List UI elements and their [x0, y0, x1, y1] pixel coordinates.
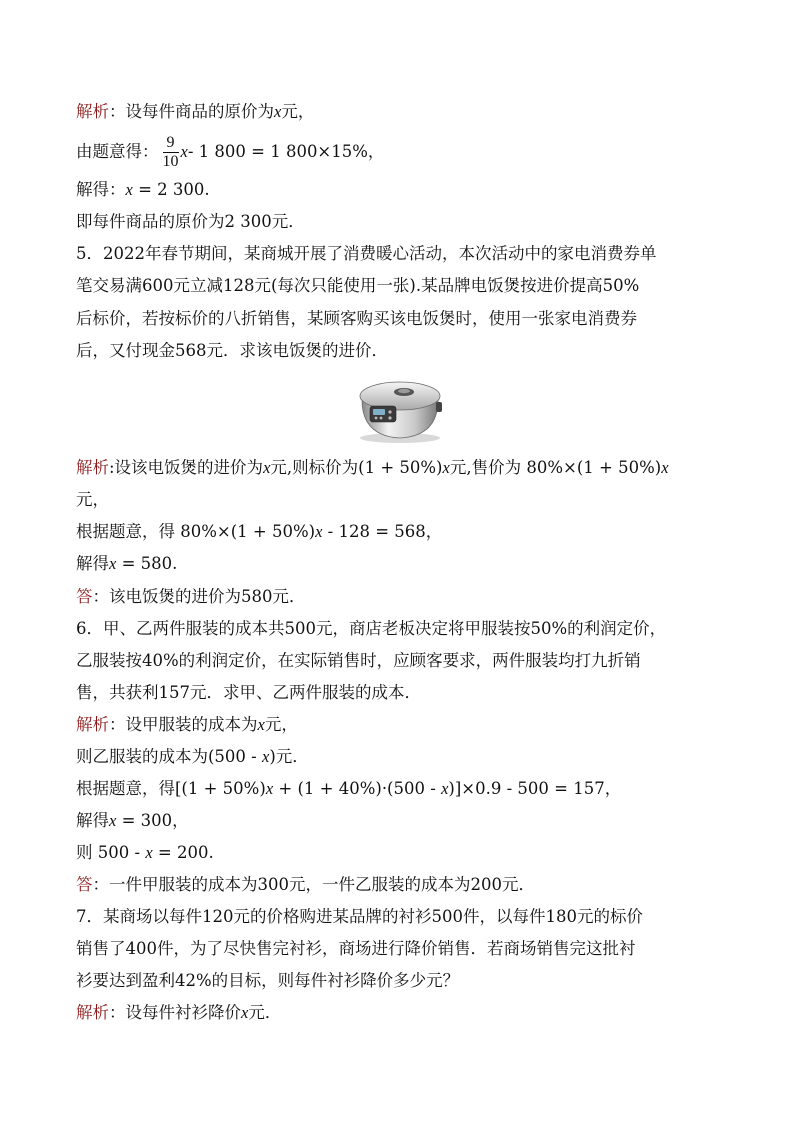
text: 元,售价为 80%×(1 + 50%) [449, 458, 662, 477]
fraction [163, 134, 179, 171]
solution-line [76, 809, 726, 833]
solution-line [76, 552, 726, 576]
variable-x: x [442, 458, 450, 477]
solution-line [76, 520, 726, 544]
text: ：设甲服装的成本为 [109, 715, 258, 734]
text: 元,则标价为(1 + 50%) [270, 458, 443, 477]
solution-line [76, 713, 726, 737]
solution-line [76, 841, 726, 865]
variable-x: x [109, 554, 117, 573]
question-line: 销售了400件，为了尽快售完衬衫，商场进行降价销售．若商场销售完这批衬 [76, 939, 636, 958]
text: = 300， [116, 811, 189, 830]
question-line: 乙服装按40%的利润定价，在实际销售时，应顾客要求，两件服装均打九折销 [76, 651, 641, 670]
solution-line [76, 745, 726, 769]
text: )元． [269, 747, 309, 766]
variable-x: x [262, 747, 270, 766]
solution-line [76, 178, 726, 202]
text: + (1 + 40%)·(500 - [273, 779, 442, 798]
variable-x: x [257, 715, 265, 734]
answer-line [76, 873, 726, 897]
solution-label: 解析 [76, 715, 109, 734]
solution-line [76, 456, 726, 480]
answer-label: 答 [76, 587, 93, 606]
solution-line: 元， [76, 490, 109, 509]
text: ：设每件商品的原价为 [109, 102, 274, 121]
text: = 2 300. [132, 180, 210, 199]
text: 则乙服装的成本为(500 - [76, 747, 262, 766]
text: 根据题意，得 80%×(1 + 50%) [76, 522, 316, 541]
solution-line [76, 777, 726, 801]
fraction-denominator: 10 [162, 153, 179, 170]
text: ：一件甲服装的成本为300元，一件乙服装的成本为200元． [92, 875, 535, 894]
text: )]×0.9 - 500 = 157， [448, 779, 622, 798]
text: 元． [248, 1003, 282, 1022]
variable-x: x [145, 843, 153, 862]
question-line: 5．2022年春节期间，某商城开展了消费暖心活动，本次活动中的家电消费券单 [76, 244, 657, 263]
solution-line [76, 100, 726, 124]
text: - 128 = 568， [322, 522, 443, 541]
variable-x: x [109, 811, 117, 830]
text: 元， [264, 715, 298, 734]
variable-x: x [274, 102, 282, 121]
rice-cooker-image [354, 372, 446, 444]
variable-x: x [661, 458, 669, 477]
variable-x: x [263, 458, 271, 477]
variable-x: x [241, 1003, 249, 1022]
variable-x: x [441, 779, 449, 798]
text: 解得 [76, 811, 109, 830]
answer-label: 答 [76, 875, 93, 894]
text: = 200. [152, 843, 214, 862]
solution-line: 即每件商品的原价为2 300元． [76, 212, 305, 231]
text: 元， [281, 102, 315, 121]
solution-line [76, 1001, 726, 1025]
question-line: 售，共获利157元．求甲、乙两件服装的成本． [76, 683, 421, 702]
text: 则 500 - [76, 843, 146, 862]
text: 解得： [76, 180, 126, 199]
question-line: 衫要达到盈利42%的目标，则每件衬衫降价多少元？ [76, 971, 460, 990]
text: 解得 [76, 554, 109, 573]
variable-x: x [125, 180, 133, 199]
text: 根据题意，得[(1 + 50%) [76, 779, 266, 798]
text: = 580. [116, 554, 178, 573]
equation-line [76, 132, 726, 172]
solution-label: 解析 [76, 1003, 109, 1022]
text: ：设每件衬衫降价 [109, 1003, 241, 1022]
text: 由题意得： [76, 142, 159, 161]
text: :设该电饭煲的进价为 [109, 458, 264, 477]
question-line: 6．甲、乙两件服装的成本共500元，商店老板决定将甲服装按50%的利润定价， [76, 619, 667, 638]
variable-x: x [265, 779, 274, 798]
question-line: 7．某商场以每件120元的价格购进某品牌的衬衫500件，以每件180元的标价 [76, 907, 643, 926]
question-line: 后，又付现金568元．求该电饭煲的进价． [76, 341, 388, 360]
solution-label: 解析 [76, 458, 109, 477]
text: ：该电饭煲的进价为580元． [92, 587, 306, 606]
solution-label: 解析 [76, 102, 109, 121]
variable-x: x [180, 142, 188, 161]
question-line: 笔交易满600元立减128元(每次只能使用一张).某品牌电饭煲按进价提高50% [76, 276, 640, 295]
fraction-numerator: 9 [163, 134, 179, 153]
question-line: 后标价，若按标价的八折销售，某顾客购买该电饭煲时，使用一张家电消费券 [76, 309, 637, 328]
variable-x: x [315, 522, 323, 541]
answer-line [76, 585, 726, 609]
text: - 1 800 = 1 800×15%， [187, 142, 385, 161]
